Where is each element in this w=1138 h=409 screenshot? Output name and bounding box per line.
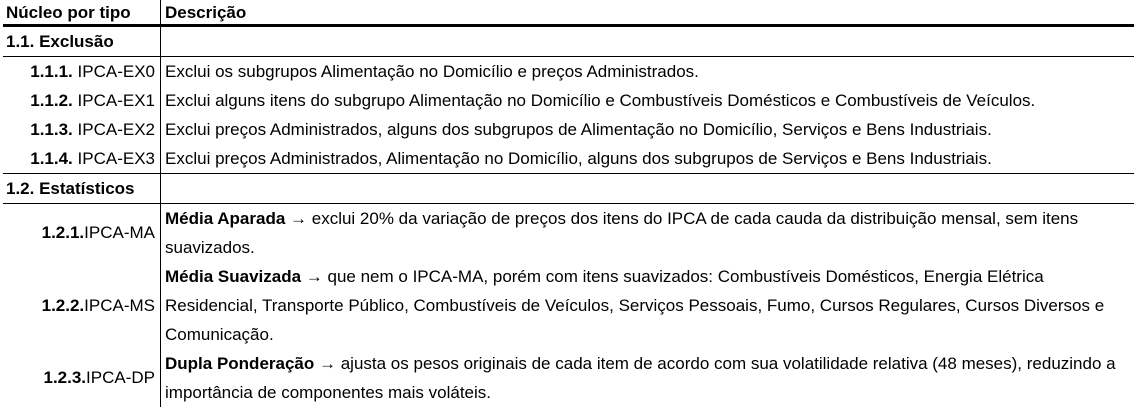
core-code-cell (3, 144, 161, 173)
section-label: 1.1. Exclusão (3, 27, 161, 56)
core-code: IPCA-EX0 (72, 62, 155, 81)
table-row (3, 349, 1134, 407)
core-code: IPCA-MA (84, 223, 155, 242)
description-text: ajusta os pesos originais de cada item de acordo com sua volatilidade relativa (48 meses), reduzindo a importância de componentes mais voláteis. (165, 354, 1116, 402)
header-core-type: Núcleo por tipo (3, 0, 161, 24)
core-code: IPCA-EX2 (72, 120, 155, 139)
description-text: que nem o IPCA-MA, porém com itens suavizados: Combustíveis Domésticos, Energia Elétrica Residencial, Transporte Público, Combustíveis de Veículos, Serviços Pessoais, Fumo, Cursos Regulares, Cursos Diversos e Comunicação. (165, 267, 1105, 344)
table-header (3, 0, 1134, 27)
core-code-cell (3, 204, 161, 262)
core-number: 1.2.2. (41, 295, 85, 315)
table-row (3, 57, 1134, 86)
section-label: 1.2. Estatísticos (3, 174, 161, 203)
description-cell: Exclui os subgrupos Alimentação no Domicílio e preços Administrados. (165, 62, 699, 81)
table-row (3, 115, 1134, 144)
table-row (3, 86, 1134, 115)
section-empty-cell (161, 174, 1134, 203)
description-cell (161, 349, 1134, 407)
core-code-cell (3, 115, 161, 144)
core-number: 1.2.3. (43, 368, 87, 387)
section-row-exclusion (3, 27, 1134, 57)
core-number: 1.1.4. (30, 149, 73, 168)
core-code: IPCA-EX3 (72, 149, 155, 168)
arrow-right-icon: → (314, 354, 341, 373)
table-row (3, 144, 1134, 174)
core-code-cell (3, 349, 161, 407)
description-text: exclui 20% da variação de preços dos itens do IPCA de cada cauda da distribuição mensal, sem itens suavizados. (165, 209, 1079, 257)
arrow-right-icon: → (301, 267, 328, 286)
core-number: 1.1.3. (30, 120, 73, 139)
description-cell: Exclui preços Administrados, alguns dos subgrupos de Alimentação no Domicílio, Serviços e Bens Industriais. (165, 120, 992, 139)
header-description: Descrição (165, 3, 247, 22)
table-row (3, 204, 1134, 262)
core-code: IPCA-MS (84, 295, 155, 315)
section-row-statistical (3, 174, 1134, 204)
table-row (3, 262, 1134, 349)
description-cell: Exclui alguns itens do subgrupo Alimentação no Domicílio e Combustíveis Domésticos e Combustíveis de Veículos. (165, 91, 1036, 110)
description-cell: Exclui preços Administrados, Alimentação no Domicílio, alguns dos subgrupos de Serviços e Bens Industriais. (165, 149, 992, 168)
core-code-cell (3, 262, 161, 349)
method-term: Dupla Ponderação (165, 354, 315, 373)
core-code: IPCA-EX1 (72, 91, 155, 110)
core-code-cell (3, 86, 161, 115)
core-number: 1.1.1. (30, 62, 73, 81)
core-number: 1.2.1. (41, 223, 85, 242)
section-empty-cell (161, 27, 1134, 56)
core-number: 1.1.2. (30, 91, 73, 110)
core-code-cell (3, 57, 161, 86)
core-code: IPCA-DP (86, 368, 155, 387)
description-cell (161, 204, 1134, 262)
arrow-right-icon: → (285, 209, 312, 228)
method-term: Média Suavizada (165, 267, 302, 286)
core-inflation-table (3, 0, 1134, 407)
method-term: Média Aparada (165, 209, 286, 228)
description-cell (161, 262, 1134, 349)
